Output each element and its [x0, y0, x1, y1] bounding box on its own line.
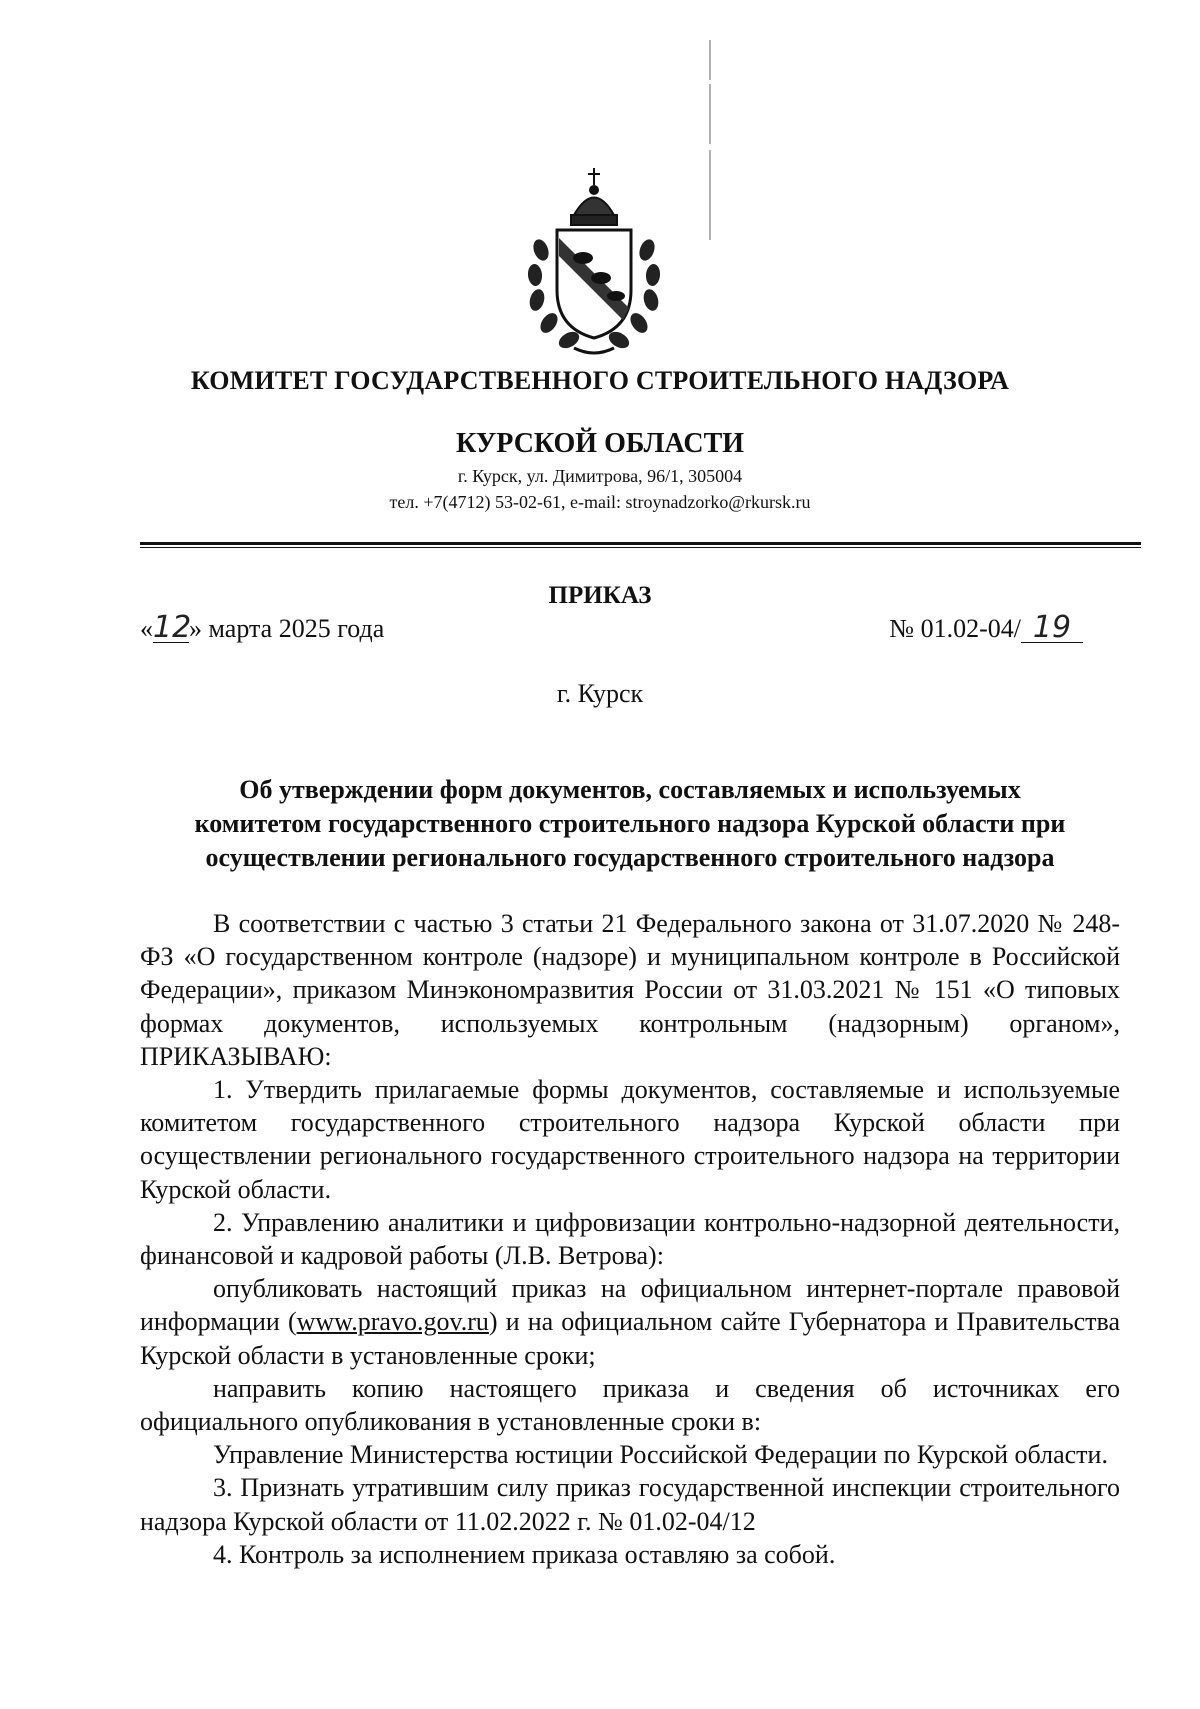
preamble-paragraph: В соответствии с частью 3 статьи 21 Федерального закона от 31.07.2020 № 248-ФЗ «О государственном контроле (надзоре) и муниципальном контроле в Российской Федерации», приказом Минэкономразвития России от 31.03.2021 № 151 «О типовых формах документов, используемых контрольным (надзорным) органом», ПРИКАЗЫВАЮ: — [140, 909, 1120, 1071]
scan-margin-line — [709, 40, 711, 250]
item-1-paragraph: 1. Утвердить прилагаемые формы документов, составляемые и используемые комитетом государственного строительного надзора Курской области при осуществлении регионального государственного строительного надзора на территории Курской области. — [140, 1075, 1120, 1204]
header-divider — [140, 542, 1141, 548]
order-body — [140, 907, 1120, 1571]
order-date — [140, 610, 385, 645]
order-subject — [140, 773, 1120, 875]
item-2a-text-end: ) и на официальном сайте Губернатора и Правительства Курской области в установленные сроки; — [140, 1307, 1120, 1370]
item-2c-paragraph: Управление Министерства юстиции Российской Федерации по Курской области. — [213, 1440, 1108, 1470]
pravo-gov-link[interactable]: www.pravo.gov.ru — [296, 1307, 489, 1337]
item-3-paragraph: 3. Признать утратившим силу приказ государственной инспекции строительного надзора Курской области от 11.02.2022 г. № 01.02-04/12 — [140, 1473, 1120, 1536]
document-type: ПРИКАЗ — [548, 582, 652, 609]
order-number-prefix: № 01.02-04/ — [889, 614, 1021, 643]
organization-title: КОМИТЕТ ГОСУДАРСТВЕННОГО СТРОИТЕЛЬНОГО НАДЗОРА — [190, 366, 1010, 395]
item-2a-text: опубликовать настоящий приказ на официальном интернет-портале правовой информации ( — [140, 1274, 1120, 1337]
item-2-paragraph: 2. Управлению аналитики и цифровизации контрольно-надзорной деятельности, финансовой и кадровой работы (Л.В. Ветрова): — [140, 1207, 1120, 1271]
organization-address: г. Курск, ул. Димитрова, 96/1, 305004 — [457, 466, 743, 486]
subject-line: комитетом государственного строительного надзора Курской области при — [194, 809, 1066, 838]
kursk-coat-of-arms-icon — [519, 160, 669, 360]
item-4-paragraph: 4. Контроль за исполнением приказа оставляю за собой. — [213, 1539, 836, 1569]
handwritten-number: 19 — [1021, 614, 1083, 643]
date-open-quote: « — [140, 614, 153, 643]
organization-contacts: тел. +7(4712) 53-02-61, e-mail: stroynadzorko@rkursk.ru — [389, 492, 811, 512]
handwritten-day: 12 — [153, 610, 192, 645]
order-number — [889, 610, 1083, 645]
order-city: г. Курск — [556, 679, 644, 708]
subject-line: Об утверждении форм документов, составляемых и используемых — [239, 775, 1021, 804]
item-2b-paragraph: направить копию настоящего приказа и сведения об источниках его официального опубликования в установленные сроки в: — [140, 1373, 1120, 1437]
item-2a-paragraph — [140, 1272, 1120, 1372]
organization-region: КУРСКОЙ ОБЛАСТИ — [455, 428, 745, 459]
date-month-year: » марта 2025 года — [189, 614, 385, 643]
subject-line: осуществлении регионального государственного строительного надзора — [205, 843, 1055, 872]
